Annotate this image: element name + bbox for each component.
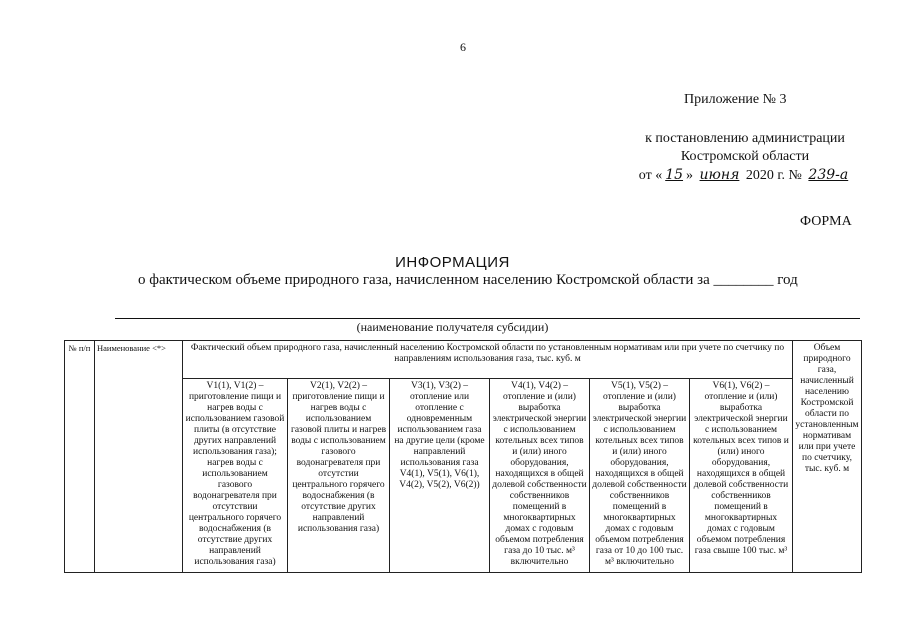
subheader-v5: V5(1), V5(2) – отопление и (или) выработка электрической энергии с использованием котельных всех типов и (или) иного оборудования, находящихся в общей долевой собственности собственников помещений в многоквартирных домах с годовым объемом потребления газа от 10 до 100 тыс. м³ включительно — [590, 379, 690, 573]
decree-block — [630, 130, 860, 185]
document-title: ИНФОРМАЦИЯ — [395, 254, 510, 271]
gas-volume-table — [64, 340, 862, 573]
recipient-blank-line — [115, 318, 860, 319]
subheader-v2: V2(1), V2(2) – приготовление пищи и нагрев воды с использованием газовой плиты и нагрев воды с использованием газового водонагревателя при отсутстии центрального горячего водоснабжения (в отсутствие других направлений использования газа) — [288, 379, 390, 573]
header-name: Наименование <*> — [95, 341, 183, 573]
decree-line-1: к постановлению администрации — [645, 131, 845, 146]
header-total: Объем природного газа, начисленный населению Костромской области по установленным нормативам или при учете по счетчику, тыс. куб. м — [793, 341, 862, 573]
handwritten-month: июня — [699, 167, 740, 183]
date-mid: » — [686, 168, 694, 183]
year-text: 2020 г. № — [745, 168, 802, 183]
header-number: № п/п — [65, 341, 95, 573]
decree-line-2: Костромской области — [680, 149, 810, 164]
form-label: ФОРМА — [800, 214, 852, 229]
recipient-caption: (наименование получателя субсидии) — [356, 320, 549, 334]
subheader-v4: V4(1), V4(2) – отопление и (или) выработка электрической энергии с использованием котельных всех типов и (или) иного оборудования, находящихся в общей долевой собственности собственников помещений в многоквартирных домах с годовым объемом потребления газа до 10 тыс. м³ включительно — [490, 379, 590, 573]
handwritten-number: 239-а — [808, 167, 849, 183]
subheader-v6: V6(1), V6(2) – отопление и (или) выработка электрической энергии с использованием котельных всех типов и (или) иного оборудования, находящихся в общей долевой собственности собственников помещений в многоквартирных домах с годовым объемом потребления газа свыше 100 тыс. м³ — [690, 379, 793, 573]
decree-date-line — [630, 166, 860, 185]
subheader-v1: V1(1), V1(2) – приготовление пищи и нагрев воды с использованием газовой плиты (в отсутствие других направлений использования газа); нагрев воды с использованием газового водонагревателя при отсутствии центрального горячего водоснабжения (в отсутствие других направлений использования газа) — [183, 379, 288, 573]
appendix-label: Приложение № 3 — [684, 92, 787, 107]
date-prefix: от « — [638, 168, 663, 183]
document-subtitle: о фактическом объеме природного газа, начисленном населению Костромской области за ________ год — [138, 272, 798, 288]
page-number: 6 — [460, 40, 466, 54]
subheader-v3: V3(1), V3(2) – отопление или отопление с одновременным использованием газа на другие цели (кроме направлений использования газа V4(1), V5(1), V6(1), V4(2), V5(2), V6(2)) — [390, 379, 490, 573]
header-group: Фактический объем природного газа, начисленный населению Костромской области по установленным нормативам или при учете по счетчику по направлениям использования газа, тыс. куб. м — [183, 341, 793, 379]
handwritten-day: 15 — [665, 167, 684, 183]
